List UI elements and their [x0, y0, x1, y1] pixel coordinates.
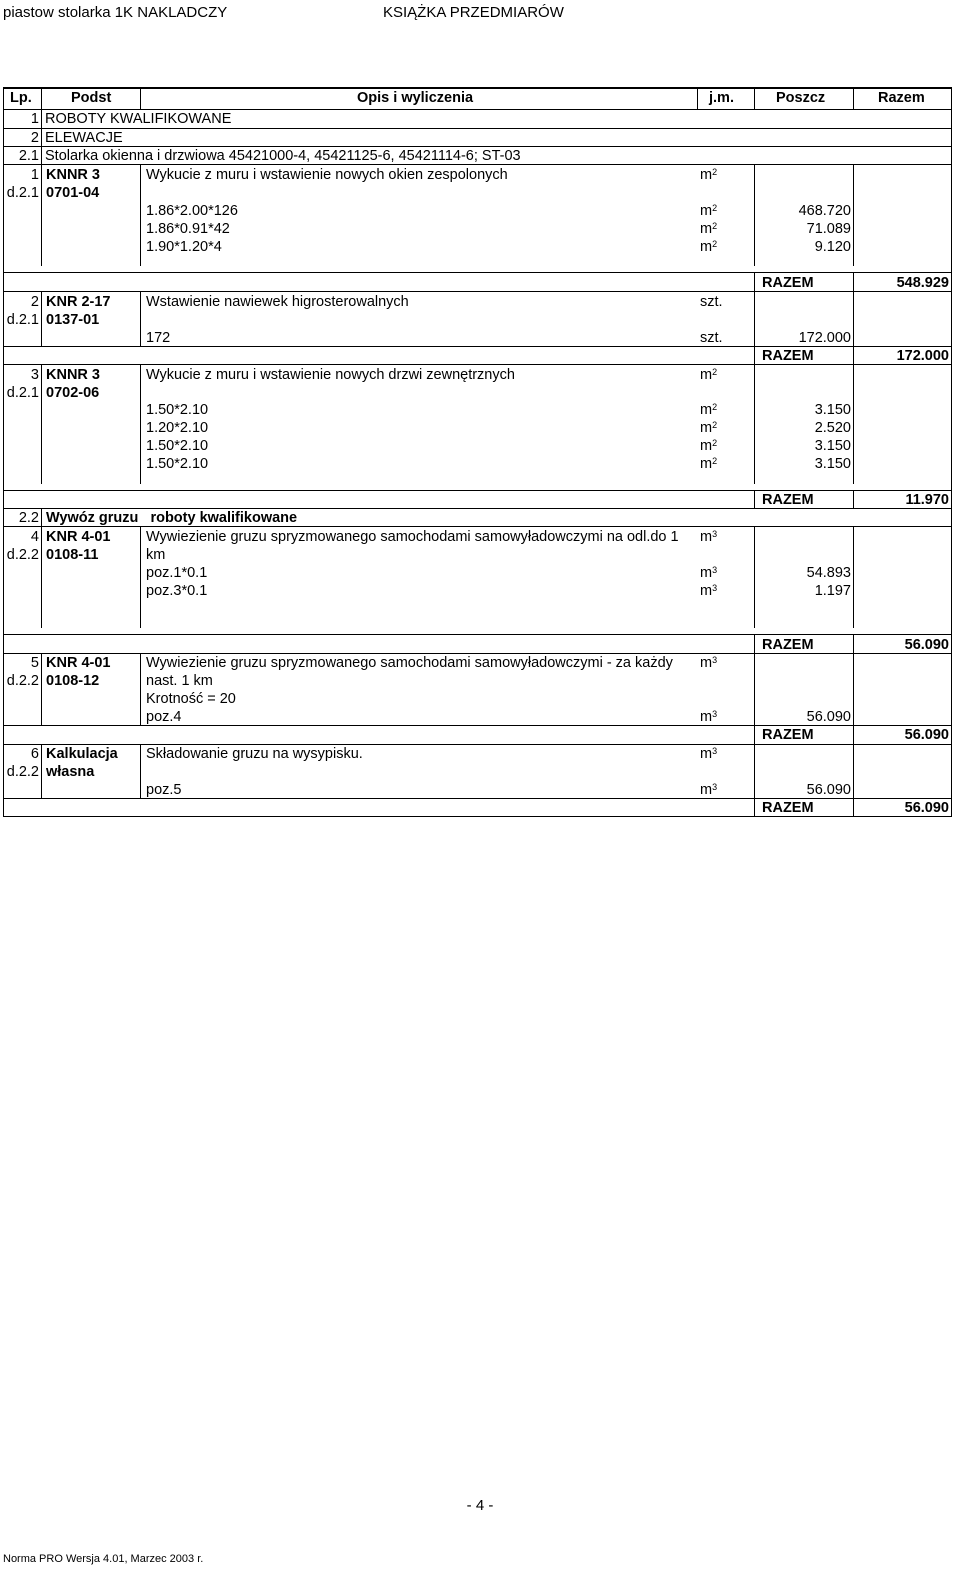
calc-unit: $m^2$	[700, 402, 718, 418]
calc-unit: $m^2$	[700, 420, 718, 436]
item-podst: KNNR 3	[46, 167, 100, 183]
col-divider	[754, 725, 755, 744]
footer-text: Norma PRO Wersja 4.01, Marzec 2003 r.	[3, 1553, 204, 1565]
calc-unit: $m^2$	[700, 221, 718, 237]
row-divider	[3, 272, 952, 273]
col-divider	[140, 653, 141, 726]
col-divider	[754, 364, 755, 484]
col-divider	[754, 490, 755, 509]
item-lp: 5	[30, 655, 39, 671]
item-podst: KNR 4-01	[46, 529, 111, 545]
calc-line: 1.20*2.10	[146, 420, 209, 436]
item-podst-code: 0108-12	[46, 673, 100, 689]
razem-value: 56.090	[904, 637, 949, 653]
item-unit: $m^2$	[700, 167, 718, 183]
item-podst: Kalkulacja	[46, 746, 118, 762]
calc-value: 3.150	[814, 456, 851, 472]
row-divider	[3, 634, 952, 635]
calc-line: poz.3*0.1	[146, 583, 208, 599]
row-divider	[3, 744, 952, 745]
col-divider	[853, 87, 854, 109]
page-number: - 4 -	[466, 1497, 494, 1514]
razem-value: 56.090	[904, 727, 949, 743]
table-border-right	[951, 87, 952, 817]
item-lp: 1	[30, 167, 39, 183]
calc-unit: $m^2$	[700, 438, 718, 454]
col-divider	[41, 744, 42, 799]
column-header-opis: Opis i wyliczenia	[357, 90, 474, 106]
column-header-poszcz: Poszcz	[776, 90, 826, 106]
row-divider	[3, 128, 952, 129]
calc-line: poz.4	[146, 709, 182, 725]
item-ref: d.2.1	[6, 312, 39, 328]
calc-value: 54.893	[806, 565, 851, 581]
col-divider	[41, 164, 42, 266]
calc-line: poz.1*0.1	[146, 565, 208, 581]
col-divider	[41, 653, 42, 726]
col-divider	[140, 291, 141, 347]
section-title: Wywóz gruzu roboty kwalifikowane	[46, 510, 298, 526]
razem-value: 11.970	[905, 492, 949, 508]
col-divider	[754, 272, 755, 292]
row-divider	[3, 346, 952, 347]
col-divider	[754, 744, 755, 799]
razem-value: 172.000	[896, 348, 949, 364]
document-header-title: KSIĄŻKA PRZEDMIARÓW	[383, 4, 564, 21]
col-divider	[697, 87, 698, 109]
item-ref: d.2.1	[6, 185, 39, 201]
col-divider	[140, 87, 141, 109]
col-divider	[754, 346, 755, 365]
item-description: Wywiezienie gruzu spryzmowanego samochodami samowyładowczymi - za każdy	[146, 655, 673, 671]
col-divider	[754, 291, 755, 347]
item-podst: KNNR 3	[46, 367, 100, 383]
razem-value: 548.929	[896, 275, 949, 291]
col-divider	[853, 798, 854, 816]
razem-label: RAZEM	[762, 275, 814, 291]
calc-unit: $m^2$	[700, 239, 718, 255]
item-podst-code: 0108-11	[46, 547, 99, 563]
col-divider	[853, 490, 854, 509]
col-divider	[140, 526, 141, 628]
item-description: Wykucie z muru i wstawienie nowych drzwi zewnętrznych	[146, 367, 515, 383]
calc-value: 1.197	[814, 583, 851, 599]
col-divider	[754, 526, 755, 628]
calc-unit: $m^3$	[700, 709, 718, 725]
calc-line: 1.50*2.10	[146, 456, 209, 472]
col-divider	[140, 364, 141, 484]
section-number: 2.1	[18, 148, 39, 164]
calc-value: 172.000	[798, 330, 851, 346]
razem-label: RAZEM	[762, 348, 814, 364]
item-unit: szt.	[700, 294, 723, 310]
item-description: Składowanie gruzu na wysypisku.	[146, 746, 363, 762]
col-divider	[754, 653, 755, 726]
row-divider	[3, 725, 952, 726]
calc-unit: $m^3$	[700, 583, 718, 599]
item-podst: KNR 4-01	[46, 655, 111, 671]
col-divider	[140, 164, 141, 266]
document-header-left: piastow stolarka 1K NAKLADCZY	[3, 4, 228, 21]
multiplier-note: Krotność = 20	[146, 691, 236, 707]
razem-label: RAZEM	[762, 800, 814, 816]
section-title: ROBOTY KWALIFIKOWANE	[45, 111, 232, 127]
col-divider	[754, 164, 755, 266]
razem-label: RAZEM	[762, 637, 814, 653]
col-divider	[853, 744, 854, 799]
item-description: Wstawienie nawiewek higrosterowalnych	[146, 294, 409, 310]
item-lp: 4	[30, 529, 39, 545]
calc-value: 9.120	[814, 239, 851, 255]
item-lp: 6	[30, 746, 39, 762]
item-unit: $m^3$	[700, 529, 718, 545]
calc-line: 172	[146, 330, 171, 346]
calc-line: 1.90*1.20*4	[146, 239, 222, 255]
row-divider	[3, 164, 952, 165]
item-unit: $m^2$	[700, 367, 718, 383]
section-number: 2	[30, 130, 39, 146]
col-divider	[41, 526, 42, 628]
item-podst-code: własna	[46, 764, 95, 780]
col-divider	[41, 364, 42, 484]
item-ref: d.2.2	[6, 547, 39, 563]
item-podst-code: 0702-06	[46, 385, 100, 401]
col-divider	[41, 508, 42, 527]
item-ref: d.2.2	[6, 764, 39, 780]
item-description-cont: km	[146, 547, 166, 563]
row-divider	[3, 490, 952, 491]
item-lp: 3	[30, 367, 39, 383]
table-border-top	[3, 87, 952, 89]
col-divider	[853, 291, 854, 347]
column-header-razem: Razem	[878, 90, 925, 106]
item-podst-code: 0137-01	[46, 312, 100, 328]
row-divider	[3, 291, 952, 292]
row-divider	[3, 798, 952, 799]
column-header-podst: Podst	[71, 90, 112, 106]
razem-value: 56.090	[904, 800, 949, 816]
item-ref: d.2.1	[6, 385, 39, 401]
section-title: ELEWACJE	[45, 130, 123, 146]
calc-unit: $m^2$	[700, 203, 718, 219]
calc-line: 1.86*2.00*126	[146, 203, 238, 219]
item-unit: $m^3$	[700, 746, 718, 762]
row-divider	[3, 526, 952, 527]
row-divider	[3, 653, 952, 654]
col-divider	[853, 526, 854, 628]
col-divider	[754, 798, 755, 816]
col-divider	[853, 346, 854, 365]
razem-label: RAZEM	[762, 492, 814, 508]
row-divider	[41, 146, 42, 164]
calc-value: 3.150	[814, 438, 851, 454]
row-divider	[3, 146, 952, 147]
column-header-jm: j.m.	[709, 90, 734, 106]
col-divider	[41, 87, 42, 109]
col-divider	[754, 634, 755, 653]
col-divider	[853, 634, 854, 653]
calc-value: 2.520	[814, 420, 851, 436]
item-ref: d.2.2	[6, 673, 39, 689]
column-header-lp: Lp.	[10, 90, 32, 106]
calc-value: 3.150	[814, 402, 851, 418]
item-unit: $m^3$	[700, 655, 718, 671]
col-divider	[754, 87, 755, 109]
col-divider	[41, 291, 42, 347]
razem-label: RAZEM	[762, 727, 814, 743]
col-divider	[853, 725, 854, 744]
item-description: Wykucie z muru i wstawienie nowych okien zespolonych	[146, 167, 508, 183]
section-number: 1	[30, 111, 39, 127]
calc-unit: szt.	[700, 330, 723, 346]
col-divider	[853, 653, 854, 726]
calc-unit: $m^2$	[700, 456, 718, 472]
calc-unit: $m^3$	[700, 565, 718, 581]
table-header-bottom	[3, 109, 952, 110]
item-lp: 2	[30, 294, 39, 310]
calc-value: 56.090	[806, 782, 851, 798]
calc-value: 71.089	[806, 221, 851, 237]
col-divider	[853, 364, 854, 484]
item-podst: KNR 2-17	[46, 294, 111, 310]
col-divider	[853, 164, 854, 266]
calc-line: 1.50*2.10	[146, 402, 209, 418]
calc-line: poz.5	[146, 782, 182, 798]
row-divider	[3, 508, 952, 509]
calc-line: 1.86*0.91*42	[146, 221, 230, 237]
calc-unit: $m^3$	[700, 782, 718, 798]
calc-value: 56.090	[806, 709, 851, 725]
section-number: 2.2	[18, 510, 39, 526]
calc-value: 468.720	[798, 203, 851, 219]
col-divider	[853, 272, 854, 292]
item-podst-code: 0701-04	[46, 185, 100, 201]
item-description: Wywiezienie gruzu spryzmowanego samochodami samowyładowczymi na odl.do 1	[146, 529, 679, 545]
section-title: Stolarka okienna i drzwiowa 45421000-4, 45421125-6, 45421114-6; ST-03	[45, 148, 521, 164]
row-divider	[3, 364, 952, 365]
item-description-cont: nast. 1 km	[146, 673, 213, 689]
col-divider	[140, 744, 141, 799]
calc-line: 1.50*2.10	[146, 438, 209, 454]
